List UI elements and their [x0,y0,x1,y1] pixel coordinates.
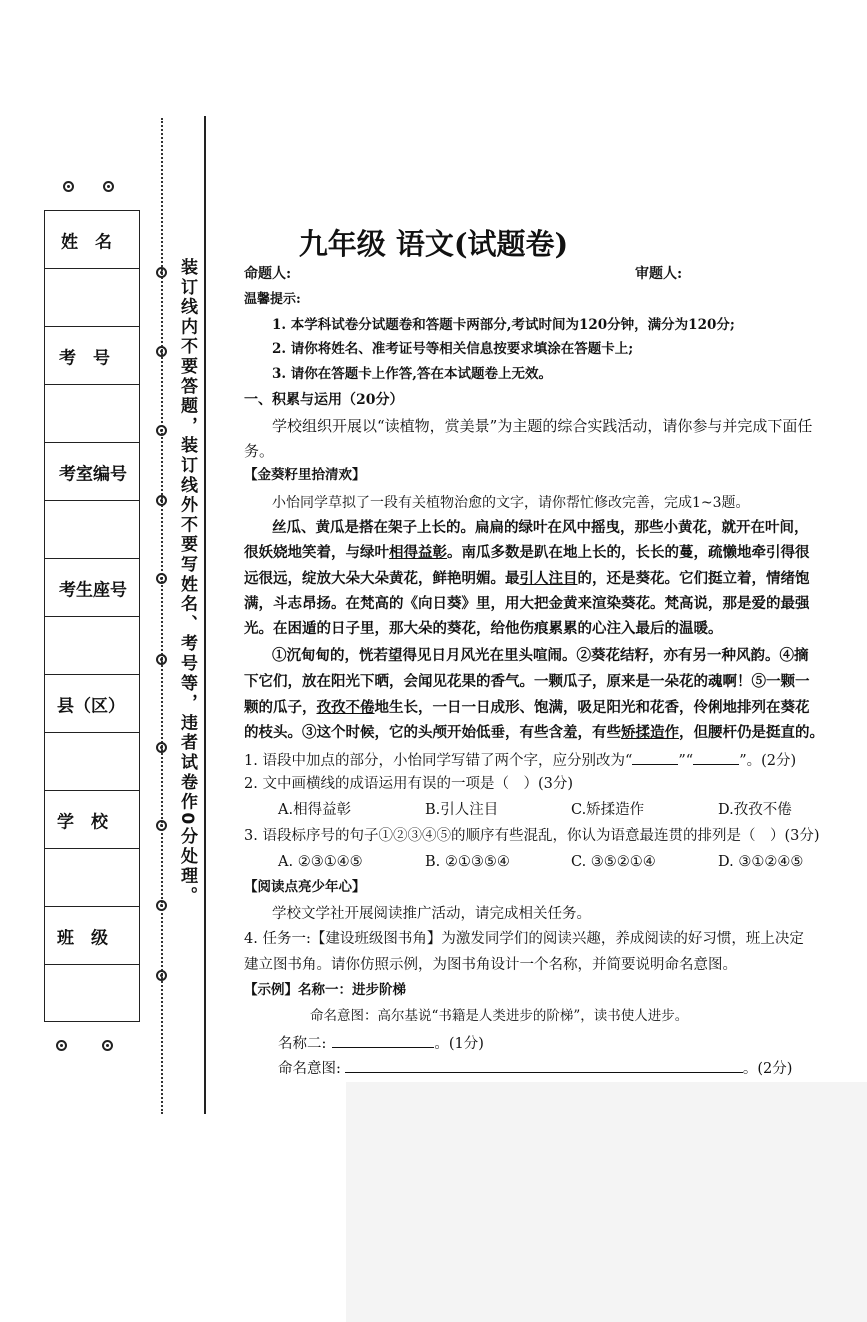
option-b[interactable]: B.引人注目 [425,802,499,818]
question-4: 4. 任务一:【建设班级图书角】为激发同学们的阅读兴趣，养成阅读的好习惯，班上决定 [244,931,804,947]
question-4: 建立图书角。请你仿照示例，为图书角设计一个名称，并简要说明命名意图。 [244,957,737,973]
section-heading: 一、积累与运用（20分） [244,392,404,408]
subsection-heading: 【金葵籽里拾清欢】 [244,467,366,483]
exam-room-label-cell [45,443,139,501]
passage-line: 光。在困遁的日子里，那大朵的葵花，给他伤痕累累的心注入最后的温暖。 [244,620,723,637]
option-b[interactable]: B. ②①③⑤④ [425,854,510,870]
answer-blank[interactable] [693,752,739,765]
option-a[interactable]: A. ②③①④⑤ [278,854,363,870]
binding-hole-icon [63,181,74,192]
binding-hole-icon [103,181,114,192]
class-label-cell [45,907,139,965]
passage-line: ①沉甸甸的，恍若望得见日月风光在里头喧闹。②葵花结籽，亦有另一种风韵。④摘 [272,647,809,664]
binding-circle-icon [156,425,167,436]
underlined-idiom: 孜孜不倦 [316,699,375,716]
underlined-idiom: 矫揉造作 [621,724,679,741]
binding-hole-icon [102,1040,113,1051]
section-intro: 学校组织开展以“读植物，赏美景”为主题的综合实践活动，请你参与并完成下面任 [272,417,813,435]
passage-line: 的枝头。③这个时候，它的头颅开始低垂，有些含羞，有些矫揉造作，但腰杆仍是挺直的。 [244,724,824,741]
question-2: 2. 文中画横线的成语运用有误的一项是（ ）(3分) [244,776,573,792]
passage-line: 颗的瓜子，孜孜不倦地生长，一日一日成形、饱满，吸足阳光和花香，伶俐地排列在葵花 [244,699,810,716]
student-info-table [44,210,140,1022]
exam-number-label: 考 号 [59,348,110,368]
passage-line: 很妖娆地笑着，与绿叶相得益彰。南瓜多数是趴在地上长的，长长的蔓，疏懒地牵引得很 [244,544,810,561]
example-text: 命名意图：高尔基说“书籍是人类进步的阶梯”，读书使人进步。 [310,1008,689,1024]
task-intro: 学校文学社开展阅读推广活动，请完成相关任务。 [272,906,591,922]
intent-row: 命名意图: 。(2分) [278,1061,793,1077]
tip-item: 3. 请你在答题卡上作答,答在本试题卷上无效。 [272,366,552,382]
binding-circle-icon [156,970,167,981]
seat-number-label-cell [45,559,139,617]
underlined-idiom: 相得益彰 [389,544,447,561]
tip-item: 2. 请你将姓名、准考证号等相关信息按要求填涂在答题卡上; [272,341,634,357]
binding-circle-icon [156,900,167,911]
binding-solid-line [204,116,206,1114]
reviewer-label: 审题人: [635,266,683,282]
county-label: 县（区） [57,696,125,716]
name2-blank[interactable] [332,1035,434,1048]
binding-circle-icon [156,820,167,831]
passage-line: 下它们，放在阳光下晒，会闻见花果的香气。一颗瓜子，原来是一朵花的魂啊！⑤一颗一 [244,673,810,690]
question-1: 1. 语段中加点的部分，小怡同学写错了两个字，应分别改为“ ”“ ”。(2分) [244,753,797,769]
name-label: 姓 名 [61,232,112,252]
passage-line: 远很远，绽放大朵大朵黄花，鲜艳明媚。最引人注目的，还是葵花。它们挺立着，情绪饱 [244,570,810,587]
task-intro: 小怡同学草拟了一段有关植物治愈的文字，请你帮忙修改完善，完成1~3题。 [272,495,750,511]
scan-shadow [346,1082,867,1322]
tips-heading: 温馨提示: [244,292,301,307]
seat-number-input-cell[interactable] [45,617,139,675]
page-title: 九年级 语文(试题卷) [298,227,569,261]
option-d[interactable]: D.孜孜不倦 [718,802,792,818]
binding-circle-icon [156,573,167,584]
school-label: 学 校 [57,812,108,832]
school-input-cell[interactable] [45,849,139,907]
seat-number-label: 考生座号 [59,580,127,600]
binding-circle-icon [156,742,167,753]
binding-circle-icon [156,654,167,665]
option-c[interactable]: C. ③⑤②①④ [571,854,656,870]
county-input-cell[interactable] [45,733,139,791]
binding-circle-icon [156,346,167,357]
tip-item: 1. 本学科试卷分试题卷和答题卡两部分,考试时间为120分钟，满分为120分; [272,317,735,333]
exam-number-input-cell[interactable] [45,385,139,443]
option-c[interactable]: C.矫揉造作 [571,802,645,818]
binding-circle-icon [156,495,167,506]
binding-circle-icon [156,267,167,278]
exam-room-input-cell[interactable] [45,501,139,559]
exam-room-label: 考室编号 [59,464,127,484]
exam-number-label-cell [45,327,139,385]
passage-line: 丝瓜、黄瓜是搭在架子上长的。扁扁的绿叶在风中摇曳，那些小黄花，就开在叶间， [272,519,809,536]
passage-line: 满，斗志昂扬。在梵高的《向日葵》里，用大把金黄来渲染葵花。梵高说，那是爱的最强 [244,595,810,612]
section-intro: 务。 [244,442,275,460]
underlined-idiom: 引人注目 [519,570,578,587]
name-input-cell[interactable] [45,269,139,327]
class-input-cell[interactable] [45,965,139,1021]
setter-label: 命题人: [244,266,292,282]
intent-blank[interactable] [345,1060,743,1073]
school-label-cell [45,791,139,849]
name2-row: 名称二: 。(1分) [278,1036,484,1052]
class-label: 班 级 [57,928,108,948]
binding-hole-icon [56,1040,67,1051]
option-a[interactable]: A.相得益彰 [278,802,352,818]
binding-notice: 装订线内不要答题，装订线外不要写姓名、考号等，违者试卷作0分处理。 [177,258,197,907]
answer-blank[interactable] [632,752,678,765]
county-label-cell [45,675,139,733]
question-3: 3. 语段标序号的句子①②③④⑤的顺序有些混乱，你认为语意最连贯的排列是（ ）(3分) [244,828,820,844]
example-label: 【示例】名称一：进步阶梯 [244,982,406,998]
subsection-heading: 【阅读点亮少年心】 [244,879,366,895]
option-d[interactable]: D. ③①②④⑤ [718,854,804,870]
